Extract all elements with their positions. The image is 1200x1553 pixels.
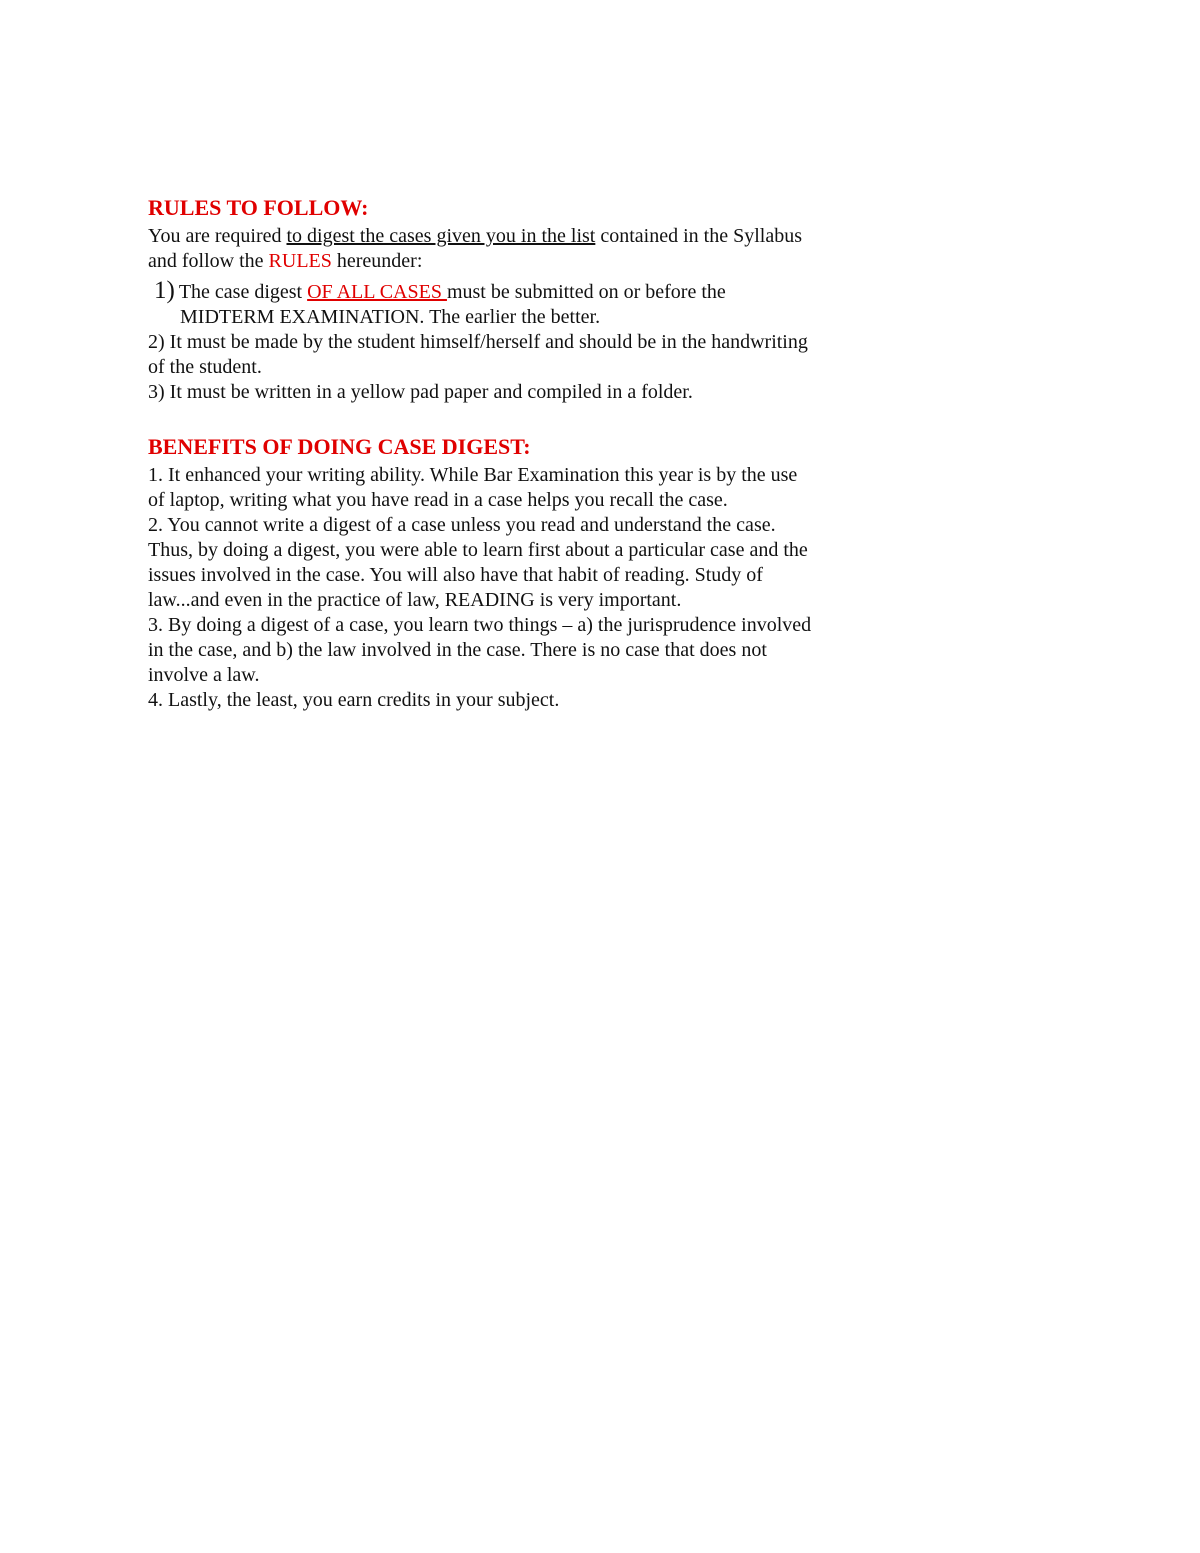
section-spacer (148, 405, 908, 433)
rule-item-1-line-1: 1) The case digest OF ALL CASES must be submitted on or before the (154, 277, 726, 304)
benefits-line: 4. Lastly, the least, you earn credits in your subject. (148, 689, 560, 711)
rule-item-2-line-1: 2) It must be made by the student himself/herself and should be in the handwriting (148, 331, 808, 353)
rules-intro-line-2: and follow the RULES hereunder: (148, 250, 423, 272)
benefits-line: in the case, and b) the law involved in the case. There is no case that does not (148, 639, 767, 661)
benefits-line: Thus, by doing a digest, you were able to learn first about a particular case and the (148, 539, 808, 561)
rule-item-3-line-1: 3) It must be written in a yellow pad paper and compiled in a folder. (148, 381, 693, 403)
document-body (148, 194, 908, 713)
rules-heading: RULES TO FOLLOW: (148, 195, 369, 220)
rule-item-1-line-2: MIDTERM EXAMINATION. The earlier the better. (180, 306, 601, 328)
rule-item-1-number: 1) (154, 277, 175, 304)
benefits-line: 2. You cannot write a digest of a case unless you read and understand the case. (148, 514, 776, 536)
benefits-line: involve a law. (148, 664, 260, 686)
rules-intro-line-1: You are required to digest the cases given you in the list contained in the Syllabus (148, 225, 802, 247)
benefits-line: issues involved in the case. You will also have that habit of reading. Study of (148, 564, 763, 586)
rule-item-1-emphasis: OF ALL CASES (307, 281, 447, 303)
benefits-heading: BENEFITS OF DOING CASE DIGEST: (148, 434, 531, 459)
rules-keyword: RULES (268, 250, 332, 272)
rules-intro-underlined: to digest the cases given you in the list (286, 225, 596, 247)
rule-item-2-line-2: of the student. (148, 356, 262, 378)
benefits-line: 1. It enhanced your writing ability. While Bar Examination this year is by the use (148, 464, 798, 486)
benefits-line: 3. By doing a digest of a case, you learn two things – a) the jurisprudence involved (148, 614, 812, 636)
benefits-line: law...and even in the practice of law, READING is very important. (148, 589, 682, 611)
benefits-line: of laptop, writing what you have read in a case helps you recall the case. (148, 489, 728, 511)
